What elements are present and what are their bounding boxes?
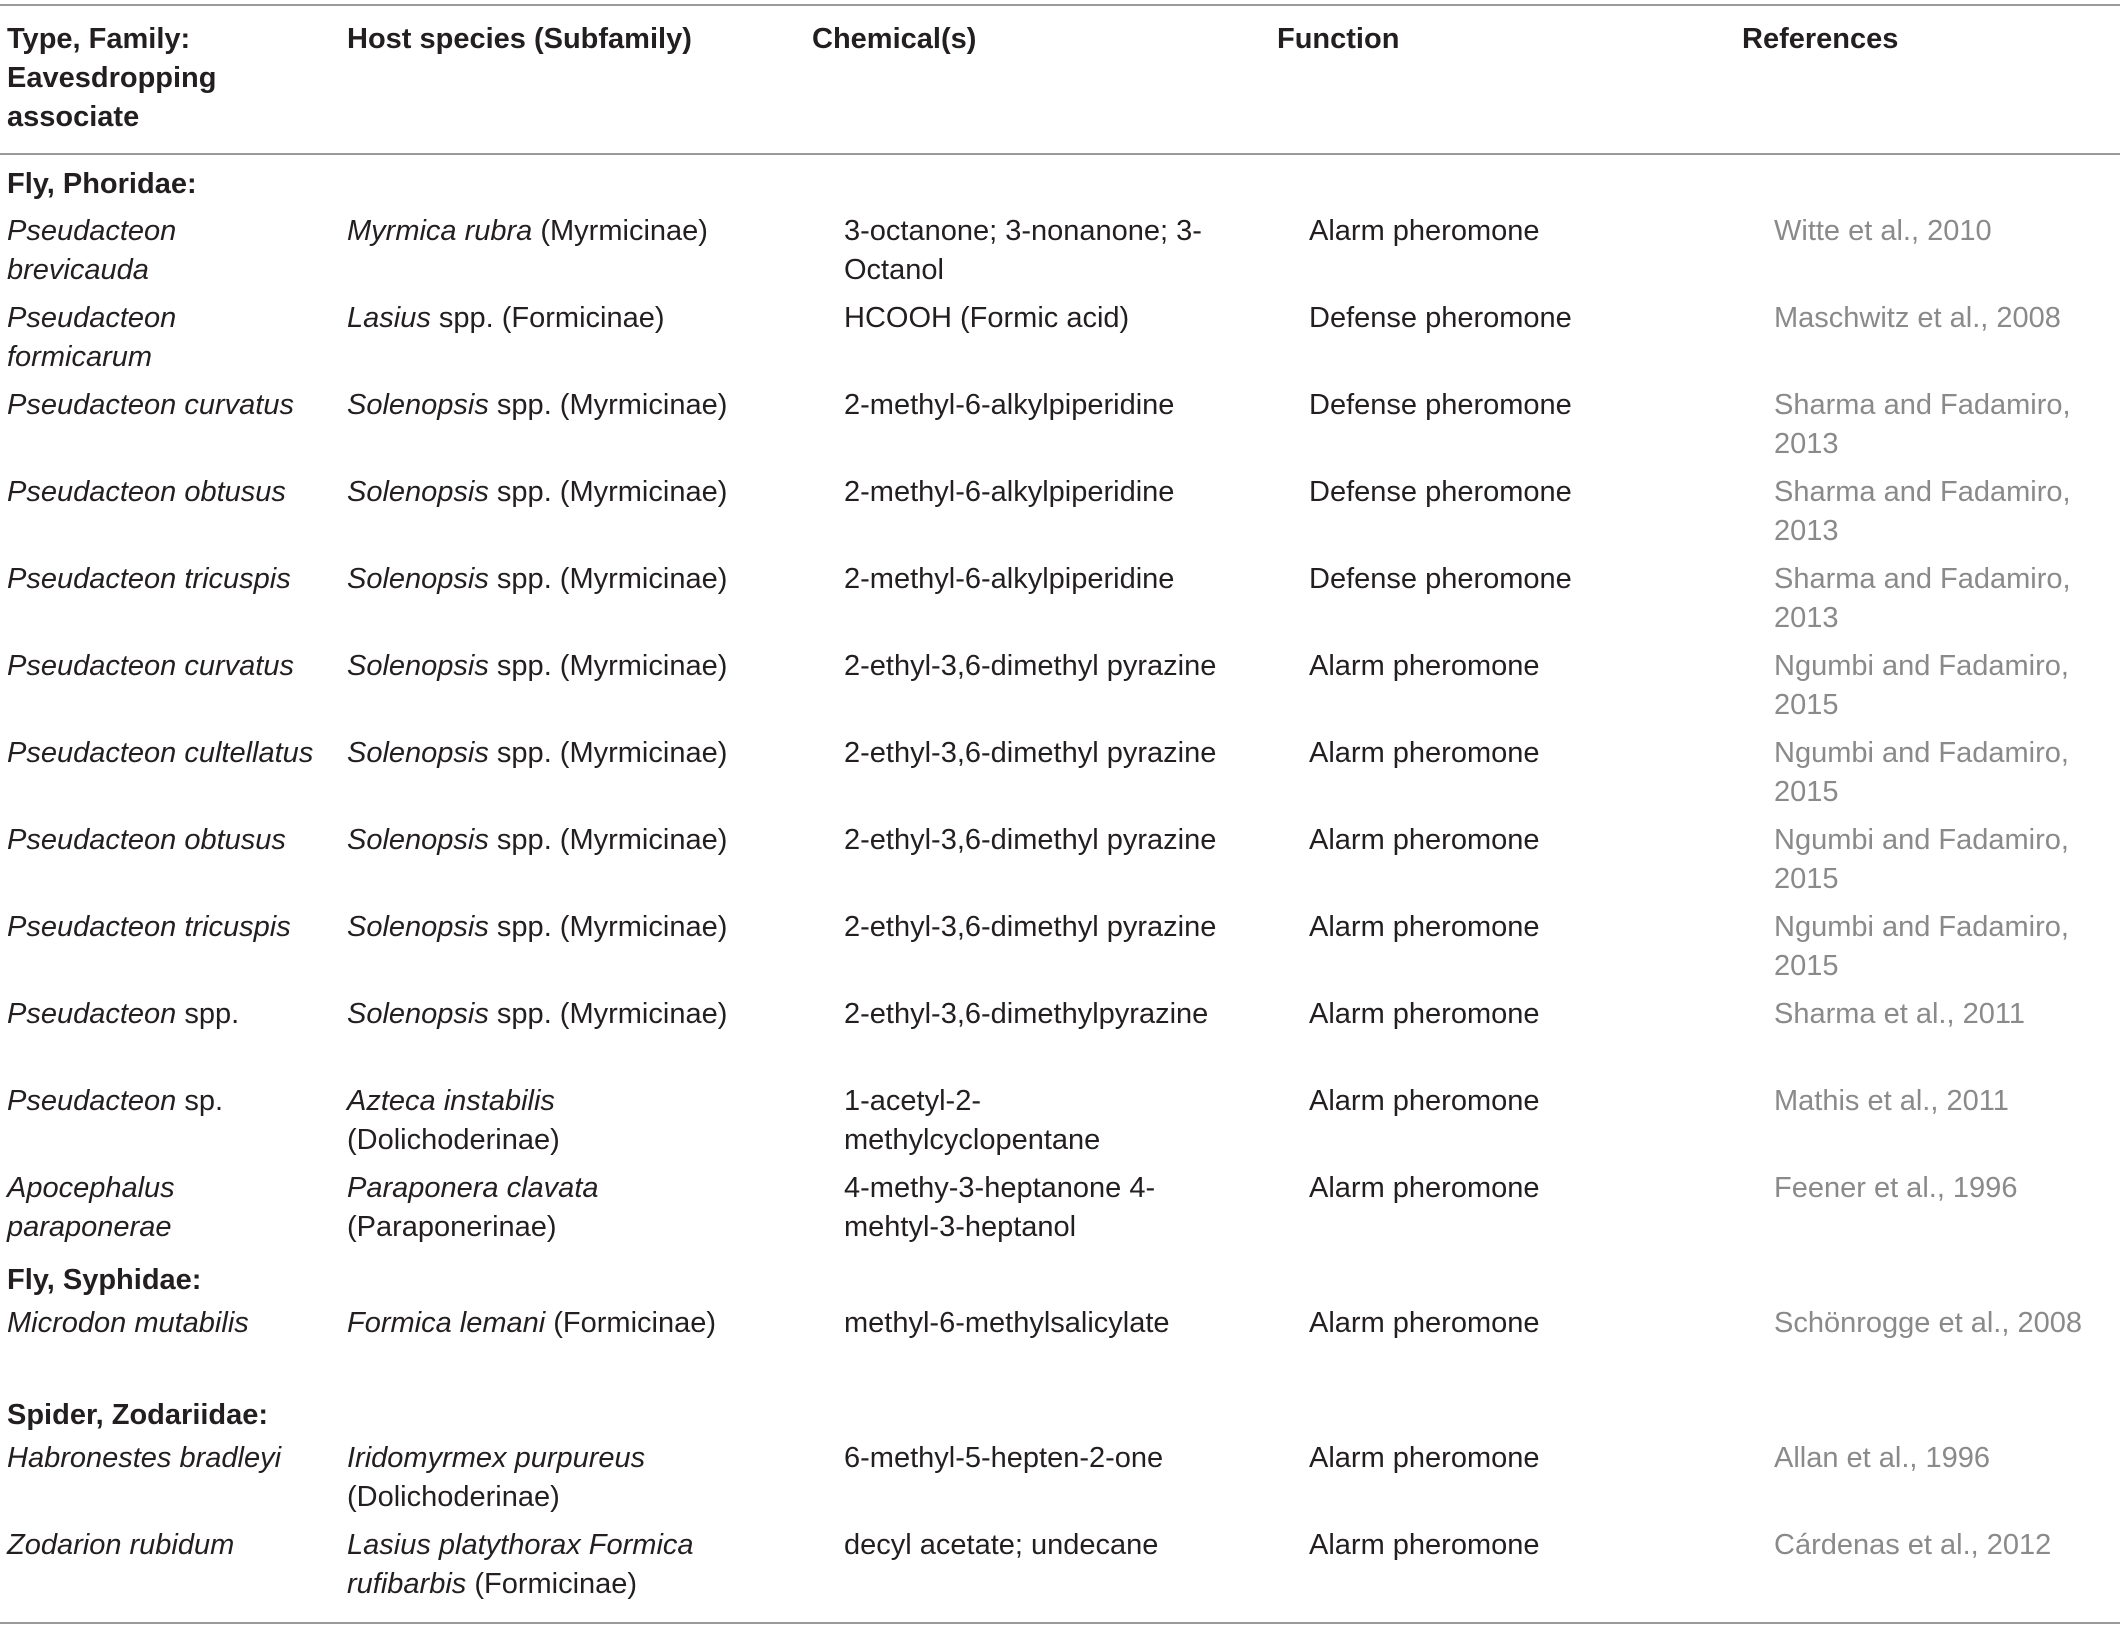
- plain-text: spp. (Myrmicinae): [488, 476, 728, 508]
- table-row: [0, 1526, 2120, 1613]
- function-cell: Alarm pheromone: [1309, 824, 1540, 856]
- host-cell: [340, 1082, 837, 1160]
- chemical-cell: decyl acetate; undecane: [844, 1529, 1159, 1561]
- associate-cell: [0, 473, 340, 512]
- host-cell: [340, 386, 837, 425]
- chemical-cell: 2-methyl-6-alkylpiperidine: [844, 476, 1175, 508]
- table-row: [0, 1304, 2120, 1391]
- header-references: References: [1742, 23, 1899, 55]
- italic-name: Pseudacteon: [7, 998, 177, 1030]
- reference-cell: Sharma et al., 2011: [1774, 998, 2025, 1030]
- reference-cell: Maschwitz et al., 2008: [1774, 302, 2061, 334]
- top-rule: [0, 4, 2120, 6]
- header-row: [0, 20, 2120, 157]
- function-cell: Defense pheromone: [1309, 302, 1572, 334]
- chemical-cell: 2-ethyl-3,6-dimethyl pyrazine: [844, 650, 1217, 682]
- italic-name: Pseudacteon obtusus: [7, 824, 286, 856]
- italic-name: Pseudacteon cultellatus: [7, 737, 314, 769]
- chemical-cell: 3-octanone; 3-nonanone; 3-Octanol: [844, 215, 1202, 286]
- function-cell: Defense pheromone: [1309, 563, 1572, 595]
- chemical-cell: methyl-6-methylsalicylate: [844, 1307, 1170, 1339]
- plain-text: (Dolichoderinae): [347, 1481, 560, 1513]
- plain-text: (Dolichoderinae): [347, 1124, 560, 1156]
- associate-cell: [0, 1169, 340, 1247]
- plain-text: spp. (Myrmicinae): [488, 650, 728, 682]
- group-row: [0, 157, 2120, 212]
- associate-cell: [0, 647, 340, 686]
- italic-name: Lasius: [347, 302, 431, 334]
- header-associate: Type, Family: Eavesdropping associate: [7, 23, 217, 133]
- associate-cell: [0, 1304, 340, 1343]
- italic-name: Pseudacteon curvatus: [7, 650, 294, 682]
- plain-text: spp. (Myrmicinae): [488, 737, 728, 769]
- plain-text: (Paraponerinae): [347, 1211, 557, 1243]
- reference-cell: Ngumbi and Fadamiro, 2015: [1774, 824, 2069, 895]
- host-cell: [340, 1439, 837, 1517]
- associate-cell: [0, 821, 340, 860]
- function-cell: Alarm pheromone: [1309, 1172, 1540, 1204]
- table-row: [0, 1082, 2120, 1169]
- italic-name: Solenopsis: [347, 824, 489, 856]
- chemical-cell: 2-ethyl-3,6-dimethylpyrazine: [844, 998, 1209, 1030]
- data-table: [0, 20, 2120, 1613]
- table-row: [0, 647, 2120, 734]
- function-cell: Alarm pheromone: [1309, 737, 1540, 769]
- plain-text: spp.: [176, 998, 240, 1030]
- plain-text: spp. (Myrmicinae): [488, 911, 728, 943]
- italic-name: Myrmica rubra: [347, 215, 533, 247]
- table-row: [0, 386, 2120, 473]
- table-row: [0, 821, 2120, 908]
- table-row: [0, 299, 2120, 386]
- function-cell: Alarm pheromone: [1309, 1085, 1540, 1117]
- reference-cell: Ngumbi and Fadamiro, 2015: [1774, 650, 2069, 721]
- chemical-cell: 4-methy-3-heptanone 4-mehtyl-3-heptanol: [844, 1172, 1156, 1243]
- plain-text: spp. (Myrmicinae): [488, 389, 728, 421]
- group-row: [0, 1256, 2120, 1304]
- table-row: [0, 473, 2120, 560]
- reference-cell: Ngumbi and Fadamiro, 2015: [1774, 737, 2069, 808]
- reference-cell: Sharma and Fadamiro, 2013: [1774, 389, 2071, 460]
- italic-name: Pseudacteon tricuspis: [7, 911, 291, 943]
- table-row: [0, 560, 2120, 647]
- host-cell: [340, 1526, 837, 1604]
- reference-cell: Ngumbi and Fadamiro, 2015: [1774, 911, 2069, 982]
- plain-text: spp. (Myrmicinae): [488, 824, 728, 856]
- associate-cell: [0, 734, 340, 773]
- italic-name: Formica lemani: [347, 1307, 546, 1339]
- italic-name: Solenopsis: [347, 911, 489, 943]
- italic-name: Pseudacteon curvatus: [7, 389, 294, 421]
- chemical-cell: HCOOH (Formic acid): [844, 302, 1130, 334]
- reference-cell: Feener et al., 1996: [1774, 1172, 2018, 1204]
- italic-name: Iridomyrmex purpureus: [347, 1442, 646, 1474]
- italic-name: Pseudacteon obtusus: [7, 476, 286, 508]
- reference-cell: Allan et al., 1996: [1774, 1442, 1991, 1474]
- plain-text: sp.: [176, 1085, 224, 1117]
- host-cell: [340, 821, 837, 860]
- plain-text: spp. (Formicinae): [430, 302, 665, 334]
- reference-cell: Sharma and Fadamiro, 2013: [1774, 563, 2071, 634]
- italic-name: Solenopsis: [347, 998, 489, 1030]
- italic-name: Habronestes bradleyi: [7, 1442, 282, 1474]
- italic-name: Pseudacteon brevicauda: [7, 215, 177, 286]
- italic-name: Pseudacteon formicarum: [7, 302, 177, 373]
- associate-cell: [0, 995, 340, 1034]
- chemical-cell: 2-methyl-6-alkylpiperidine: [844, 389, 1175, 421]
- italic-name: Pseudacteon tricuspis: [7, 563, 291, 595]
- host-cell: [340, 299, 837, 338]
- plain-text: (Formicinae): [545, 1307, 717, 1339]
- italic-name: Solenopsis: [347, 476, 489, 508]
- reference-cell: Schönrogge et al., 2008: [1774, 1307, 2082, 1339]
- function-cell: Alarm pheromone: [1309, 215, 1540, 247]
- plain-text: spp. (Myrmicinae): [488, 563, 728, 595]
- function-cell: Alarm pheromone: [1309, 998, 1540, 1030]
- function-cell: Defense pheromone: [1309, 389, 1572, 421]
- header-host-species: Host species (Subfamily): [347, 23, 692, 55]
- table-row: [0, 1169, 2120, 1256]
- group-title: Fly, Syphidae:: [7, 1263, 202, 1296]
- host-cell: [340, 1169, 837, 1247]
- host-cell: [340, 995, 837, 1034]
- table-row: [0, 1439, 2120, 1526]
- header-function: Function: [1277, 23, 1400, 55]
- chemical-cell: 6-methyl-5-hepten-2-one: [844, 1442, 1164, 1474]
- reference-cell: Mathis et al., 2011: [1774, 1085, 2009, 1117]
- associate-cell: [0, 560, 340, 599]
- host-cell: [340, 212, 837, 251]
- chemical-cell: 2-methyl-6-alkylpiperidine: [844, 563, 1175, 595]
- function-cell: Alarm pheromone: [1309, 650, 1540, 682]
- reference-cell: Cárdenas et al., 2012: [1774, 1529, 2052, 1561]
- italic-name: Solenopsis: [347, 737, 489, 769]
- associate-cell: [0, 1082, 340, 1121]
- associate-cell: [0, 1526, 340, 1565]
- header-chemicals: Chemical(s): [812, 23, 977, 55]
- italic-name: Solenopsis: [347, 650, 489, 682]
- italic-name: Solenopsis: [347, 563, 489, 595]
- function-cell: Alarm pheromone: [1309, 1529, 1540, 1561]
- associate-cell: [0, 212, 340, 290]
- host-cell: [340, 647, 837, 686]
- associate-cell: [0, 1439, 340, 1478]
- plain-text: (Myrmicinae): [532, 215, 708, 247]
- italic-name: Azteca instabilis: [347, 1085, 555, 1117]
- bottom-rule: [0, 1622, 2120, 1624]
- italic-name: Apocephalus paraponerae: [7, 1172, 175, 1243]
- associate-cell: [0, 386, 340, 425]
- host-cell: [340, 734, 837, 773]
- host-cell: [340, 560, 837, 599]
- italic-name: Microdon mutabilis: [7, 1307, 249, 1339]
- function-cell: Alarm pheromone: [1309, 1307, 1540, 1339]
- chemical-cell: 2-ethyl-3,6-dimethyl pyrazine: [844, 911, 1217, 943]
- reference-cell: Sharma and Fadamiro, 2013: [1774, 476, 2071, 547]
- plain-text: spp. (Myrmicinae): [488, 998, 728, 1030]
- italic-name: Pseudacteon: [7, 1085, 177, 1117]
- host-cell: [340, 908, 837, 947]
- table-row: [0, 908, 2120, 995]
- associate-cell: [0, 299, 340, 377]
- reference-cell: Witte et al., 2010: [1774, 215, 1992, 247]
- function-cell: Defense pheromone: [1309, 476, 1572, 508]
- table-row: [0, 734, 2120, 821]
- italic-name: Zodarion rubidum: [7, 1529, 235, 1561]
- chemical-cell: 2-ethyl-3,6-dimethyl pyrazine: [844, 824, 1217, 856]
- table-row: [0, 212, 2120, 299]
- group-row: [0, 1391, 2120, 1439]
- function-cell: Alarm pheromone: [1309, 1442, 1540, 1474]
- host-cell: [340, 1304, 837, 1343]
- italic-name: Solenopsis: [347, 389, 489, 421]
- table-body: [0, 157, 2120, 1613]
- plain-text: (Formicinae): [466, 1568, 638, 1600]
- group-title: Fly, Phoridae:: [7, 168, 197, 200]
- group-title: Spider, Zodariidae:: [7, 1398, 269, 1431]
- function-cell: Alarm pheromone: [1309, 911, 1540, 943]
- italic-name: Lasius platythorax Formica rufibarbis: [347, 1529, 694, 1600]
- chemical-cell: 2-ethyl-3,6-dimethyl pyrazine: [844, 737, 1217, 769]
- associate-cell: [0, 908, 340, 947]
- table-row: [0, 995, 2120, 1082]
- host-cell: [340, 473, 837, 512]
- italic-name: Paraponera clavata: [347, 1172, 599, 1204]
- chemical-cell: 1-acetyl-2-methylcyclopentane: [844, 1085, 1101, 1156]
